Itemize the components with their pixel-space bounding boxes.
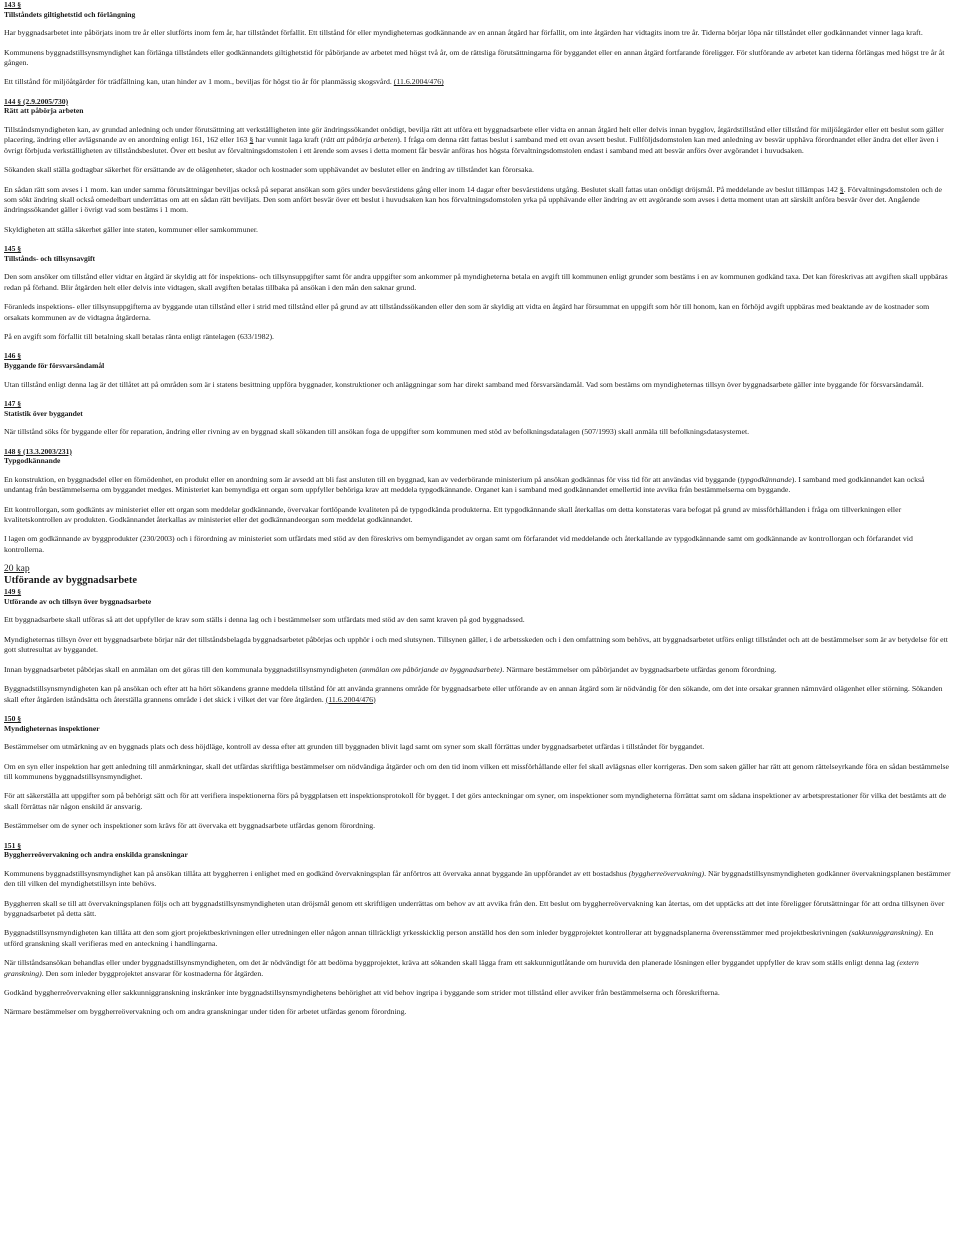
paragraph-text: ). I samband med godkännandet kan också undantag från bestämmelserna om byggandet medges. Ministeriet kan bemyndiga ett organ som uppfyller behöriga krav att meddela typgodkännande. Organet kan i samband med godkännandet emellertid inte avvika från bestämmelserna om byggande. <box>4 474 925 495</box>
paragraph-text: Byggnadstillsynsmyndigheten kan på ansökan och efter att ha hört sökandens granne meddela tillstånd för att använda grannens område för byggnadsarbete eller utförande av en annan åtgärd som är nödvändig för den sökande, om det inte orsakar grannen nämnvärd olägenhet eller störning. Sökanden skall efter åtgärden iståndsätta och återställa grannens område i det skick i vilket det var före åtgärden. <box>4 684 943 704</box>
section-number[interactable]: 148 § (13.3.2003/231) <box>4 446 72 456</box>
paragraph: Den som ansöker om tillstånd eller vidtar en åtgärd är skyldig att för inspektions- och tillsynsuppgifter samt för andra uppgifter som ankommer på myndigheterna betala en avgift till kommunen enligt grunder som bestäms i en av kommunen godkänd taxa. Det kan föreskrivas att avgiften skall uppbäras redan på förhand. Blir åtgärden helt eller delvis inte vidtagen, skall avgiften betalas tillbaka på ansökan i den mån den saknar grund. <box>4 272 948 292</box>
section-title: Typgodkännande <box>4 456 61 466</box>
paragraph: Utan tillstånd enligt denna lag är det tillåtet att på områden som är i statens besittning uppföra byggnader, konstruktioner och anläggningar som har direkt samband med försvarsändamål. Vad som bestäms om myndigheternas tillsyn över byggnadsarbete gäller inte byggande för försvarsändamål. <box>4 379 924 389</box>
section-title: Statistik över byggandet <box>4 408 83 418</box>
section-number[interactable]: 145 § <box>4 244 22 254</box>
section-title: Tillståndets giltighetstid och förlängning <box>4 9 136 19</box>
paragraph: Myndigheternas tillsyn över ett byggnadsarbete börjar när det tillståndsbelagda byggnadsarbetet påbörjas och upphör i och med slutsynen. Tillsynen gäller, i de arbetsskeden och i den omfattning som behövs, att byggnadsarbetet utförs enligt tillståndet och att de bestämmelser som är av betydelse för ett gott slutresultat av byggandet. <box>4 634 948 655</box>
chapter-title: Utförande av byggnadsarbete <box>4 575 137 587</box>
italic-term: typgodkännande <box>740 474 792 484</box>
section-149 <box>4 587 952 705</box>
paragraph: På en avgift som förfallit till betalning skall betalas ränta enligt räntelagen (633/1982). <box>4 332 274 342</box>
paragraph-text: Kommunens byggnadstillsynsmyndighet kan på ansökan tillåta att byggherren i enlighet med en godkänd övervakningsplan får anförtros att övervaka annat byggande än uppförandet av ett bostadshus <box>4 868 629 878</box>
paragraph: Skyldigheten att ställa säkerhet gäller inte staten, kommuner eller samkommuner. <box>4 224 258 234</box>
section-145 <box>4 244 952 342</box>
section-number[interactable]: 143 § <box>4 0 22 9</box>
paragraph: Närmare bestämmelser om byggherreövervakning och om andra granskningar under tiden för arbetet utfärdas genom förordning. <box>4 1007 407 1017</box>
section-number[interactable]: 147 § <box>4 399 22 409</box>
paragraph-text: Byggnadstillsynsmyndigheten kan tillåta att den som gjort projektbeskrivningen eller utredningen eller någon annan tillräckligt yrkesskicklig person anställd hos den som inleder byggprojektet kontrollerar att byggnadsplanerna överensstämmer med projektbeskrivningen <box>4 928 849 938</box>
paragraph: Föranleds inspektions- eller tillsynsuppgifterna av byggande utan tillstånd eller i strid med tillstånd eller på grund av att tillståndssökanden eller den som är skyldig att vidta en åtgärd har försummat en uppgift som hör till honom, kan en förhöjd avgift uppbäras med beaktande av de kostnader som orsakats kommunen av de vidtagna åtgärderna. <box>4 302 930 322</box>
paragraph: Byggherren skall se till att övervakningsplanen följs och att byggnadstillsynsmyndigheten utan dröjsmål genom ett skriftligen underrättas om behov av att avvika från den. Ett beslut om byggherreövervakning kan återtas, om det upptäcks att det inte föreligger förutsättningar för att ordna tillsynen över byggnadsarbetet på detta sätt. <box>4 898 945 918</box>
paragraph-text: . Den som inleder byggprojektet ansvarar för kostnaderna för åtgärden. <box>41 968 264 978</box>
section-number[interactable]: 150 § <box>4 713 22 723</box>
paragraph-text: . Förvaltningsdomstolen och de som sökt ändring skall också omedelbart underrättas om att en sådan rätt beviljats. Den som anfört besvär över ett beslut i huvudsaken kan hos förvaltningsdomstolen yrka på upphävande eller ändring av ett avgörande som avses i detta moment utan att särskilt anföra besvär över det. Angående ändringssökandet gäller i övrigt vad som bestäms i 1 mom. <box>4 184 943 215</box>
paragraph: Bestämmelser om de syner och inspektioner som krävs för att övervaka ett byggnadsarbete utfärdas genom förordning. <box>4 821 376 831</box>
section-title: Byggherreövervakning och andra enskilda granskningar <box>4 850 188 860</box>
paragraph-text: . En utförd granskning skall verifieras med en anteckning i handlingarna. <box>4 928 934 948</box>
paragraph: Godkänd byggherreövervakning eller sakkunniggranskning inskränker inte byggnadstillsynsmyndighetens behörighet att vid behov ingripa i byggande som strider mot tillstånd eller avviker från bestämmelserna och föreskrifterna. <box>4 987 720 997</box>
section-header <box>4 714 952 733</box>
chapter-header <box>4 564 952 587</box>
paragraph-text: . Närmare bestämmelser om påbörjandet av byggnadsarbete utfärdas genom förordning. <box>502 664 777 674</box>
section-header <box>4 351 952 370</box>
section-143 <box>4 0 952 88</box>
paragraph: Har byggnadsarbetet inte påbörjats inom tre år eller slutförts inom fem år, har tillståndet förfallit. Ett tillstånd för eller myndigheternas godkännande av en annan åtgärd har förfallit, om inte åtgärden har vidtagits inom tre år. Tiderna börjar löpa när tillståndet eller godkännandet vinner laga kraft. <box>4 28 923 38</box>
section-header <box>4 244 952 263</box>
section-header <box>4 399 952 418</box>
paragraph: Ett kontrollorgan, som godkänts av ministeriet eller ett organ som meddelar godkännande, övervakar fortlöpande kvaliteten på de typgodkända produkterna. Ett typgodkännande skall återkallas om detta konstateras vara befogat på grund av missförhållanden i fråga om tillverkningen eller kvalitetskontrollen av produkten. Godkännandet återkallas av ministeriet eller det godkännandeorgan som meddelat godkännandet. <box>4 504 902 525</box>
section-header <box>4 841 952 860</box>
paragraph <box>4 684 952 705</box>
section-147 <box>4 399 952 438</box>
paragraph: När tillstånd söks för byggande eller för reparation, ändring eller rivning av en byggnad skall sökanden till ansökan foga de uppgifter som kommunen med stöd av befolkningsdatalagen (507/1993) skall anmäla till befolkningsdatasystemet. <box>4 427 750 437</box>
paragraph: Om en syn eller inspektion har gett anledning till anmärkningar, skall det utfärdas skriftliga bestämmelser om nödvändiga åtgärder och om den tid inom vilken ett missförhållande eller fel skall avlägsnas eller korrigeras. Den som saken gäller har rätt att genom rättelseyrkande föra en sådan bestämmelse till kommunens byggnadstillsynsmyndighet. <box>4 761 949 781</box>
paragraph-text: Innan byggnadsarbetet påbörjas skall en anmälan om det göras till den kommunala byggnadstillsynsmyndigheten <box>4 664 360 674</box>
section-number[interactable]: 146 § <box>4 351 22 361</box>
paragraph: Kommunens byggnadstillsynsmyndighet kan förlänga tillståndets eller godkännandets giltighetstid för påbörjande av arbetet med högst två år, om de rättsliga förutsättningarna för byggandet eller en annan åtgärd fortfarande föreligger. För slutförande av arbetet kan tiderna förlängas med högst tre år åt gången. <box>4 47 945 67</box>
paragraph <box>4 665 952 675</box>
chapter-number[interactable]: 20 kap <box>4 564 30 575</box>
paragraph <box>4 928 952 949</box>
paragraph: Sökanden skall ställa godtagbar säkerhet för ersättande av de olägenheter, skador och kostnader som upphävandet av beslutet eller en ändring av tillståndet kan förorsaka. <box>4 165 534 175</box>
italic-term: (anmälan om påbörjande av byggnadsarbete) <box>359 664 503 674</box>
section-number[interactable]: 144 § (2.9.2005/730) <box>4 96 69 106</box>
section-header <box>4 0 952 19</box>
amendment-link[interactable]: (11.6.2004/476) <box>325 694 376 704</box>
paragraph-text: En konstruktion, en byggnadsdel eller en förnödenhet, en produkt eller en anordning som är avsedd att bli fast ansluten till en byggnad, kan av vederbörande ministerium på ansökan godkännas för viss tid för att användas vid byggande ( <box>4 474 741 484</box>
section-title: Rätt att påbörja arbeten <box>4 106 84 116</box>
section-148 <box>4 447 952 556</box>
paragraph-text: En sådan rätt som avses i 1 mom. kan under samma förutsättningar beviljas också på separat ansökan som görs under besvärstidens gång eller inom 14 dagar efter besvärstidens utgång. Beslutet skall fattas utan onödigt dröjsmål. På meddelande av beslut tillämpas 142 <box>4 184 840 194</box>
paragraph <box>4 869 952 890</box>
section-header <box>4 447 952 466</box>
paragraph: Bestämmelser om utmärkning av en byggnads plats och dess höjdläge, kontroll av dessa efter att grunden till byggnaden blivit lagd samt om syner som skall förrättas under byggnadsarbetet utfärdas i tillståndet för byggandet. <box>4 742 705 752</box>
paragraph: I lagen om godkännande av byggprodukter (230/2003) och i förordning av ministeriet som utfärdats med stöd av den föreskrivs om bemyndigandet av organ samt om förfarandet vid meddelande och återkallande av typgodkännande samt om godkännande av kontrollorgan och förfarandet vid kontrollerna. <box>4 534 913 554</box>
italic-term: (extern granskning) <box>4 958 919 978</box>
italic-term: (byggherreövervakning) <box>628 868 705 878</box>
paragraph: Ett byggnadsarbete skall utföras så att det uppfyller de krav som ställs i denna lag och i bestämmelser som utfärdats med stöd av den samt kraven på god byggnadssed. <box>4 615 525 625</box>
paragraph-text: . När byggnadstillsynsmyndigheten godkänner övervakningsplanen bestämmer den till vilken del myndighetstillsyn inte behövs. <box>4 868 951 889</box>
paragraph-text: ). I fråga om denna rätt fattas beslut i samband med ett ovan avsett beslut. Fullföljdsdomstolen kan med anledning av besvär upphäva förordnandet eller ändra det eller även i övrigt förbjuda verkställigheten av tillståndsbeslutet. Över ett beslut av förvaltningsdomstolen i ett ärende som avses i detta moment får besvär anföras hos högsta förvaltningsdomstolen endast i samband med att besvär anförs över avgörandet i huvudsaken. <box>4 135 939 155</box>
section-150 <box>4 714 952 832</box>
paragraph-text: När tillståndsansökan behandlas eller under byggnadstillsynsmyndigheten, om det är nödvändigt för att bedöma byggprojektet, kräva att sökanden skall lägga fram ett sakkunnigutlåtande om huruvida den planerade lösningen eller byggandet uppfyller de krav som ställs enligt denna lag <box>4 958 897 968</box>
paragraph <box>4 77 952 87</box>
section-header <box>4 97 952 116</box>
paragraph-text: Ett tillstånd för miljöåtgärder för trädfällning kan, utan hinder av 1 mom., beviljas för högst tio år för planmässig skogsvård. <box>4 77 394 87</box>
section-title: Myndigheternas inspektioner <box>4 723 100 733</box>
section-link[interactable]: § <box>249 135 254 145</box>
section-number[interactable]: 151 § <box>4 840 22 850</box>
section-151 <box>4 841 952 1018</box>
italic-term: rätt att påbörja arbeten <box>323 135 398 145</box>
section-title: Byggande för försvarsändamål <box>4 361 105 371</box>
paragraph <box>4 958 952 979</box>
section-146 <box>4 351 952 390</box>
paragraph <box>4 125 952 156</box>
italic-term: (sakkunniggranskning) <box>848 928 921 938</box>
section-number[interactable]: 149 § <box>4 587 22 597</box>
paragraph: För att säkerställa att uppgifter som på behörigt sätt och för att verifiera inspektionerna förs på byggplatsen ett inspektionsprotokoll för bygget. I det görs anteckningar om syner, om inspektioner som myndigheterna förrättat samt om sådana inspektioner av arbetsprestationer för vilka det bestämts att de skall förrättas när någon enskild är ansvarig. <box>4 791 947 811</box>
section-title: Utförande av och tillsyn över byggnadsarbete <box>4 596 152 606</box>
section-144 <box>4 97 952 235</box>
section-title: Tillstånds- och tillsynsavgift <box>4 253 96 263</box>
section-header <box>4 587 952 606</box>
paragraph-text: Tillståndsmyndigheten kan, av grundad anledning och under förutsättning att verkställigheten inte gör ändringssökandet onödigt, bevilja rätt att utföra ett byggnadsarbete eller vidta en annan åtgärd helt eller delvis innan bygglov, åtgärdstillstånd eller tillstånd för miljöåtgärder eller ett beslut som gäller placering, ändring eller avlägsnande av en anordning enligt 161, 162 eller 163 <box>4 125 944 145</box>
paragraph <box>4 475 952 496</box>
section-link[interactable]: § <box>839 184 844 194</box>
paragraph <box>4 185 952 216</box>
amendment-link[interactable]: (11.6.2004/476) <box>393 77 444 87</box>
paragraph-text: har vunnit laga kraft ( <box>253 135 324 145</box>
